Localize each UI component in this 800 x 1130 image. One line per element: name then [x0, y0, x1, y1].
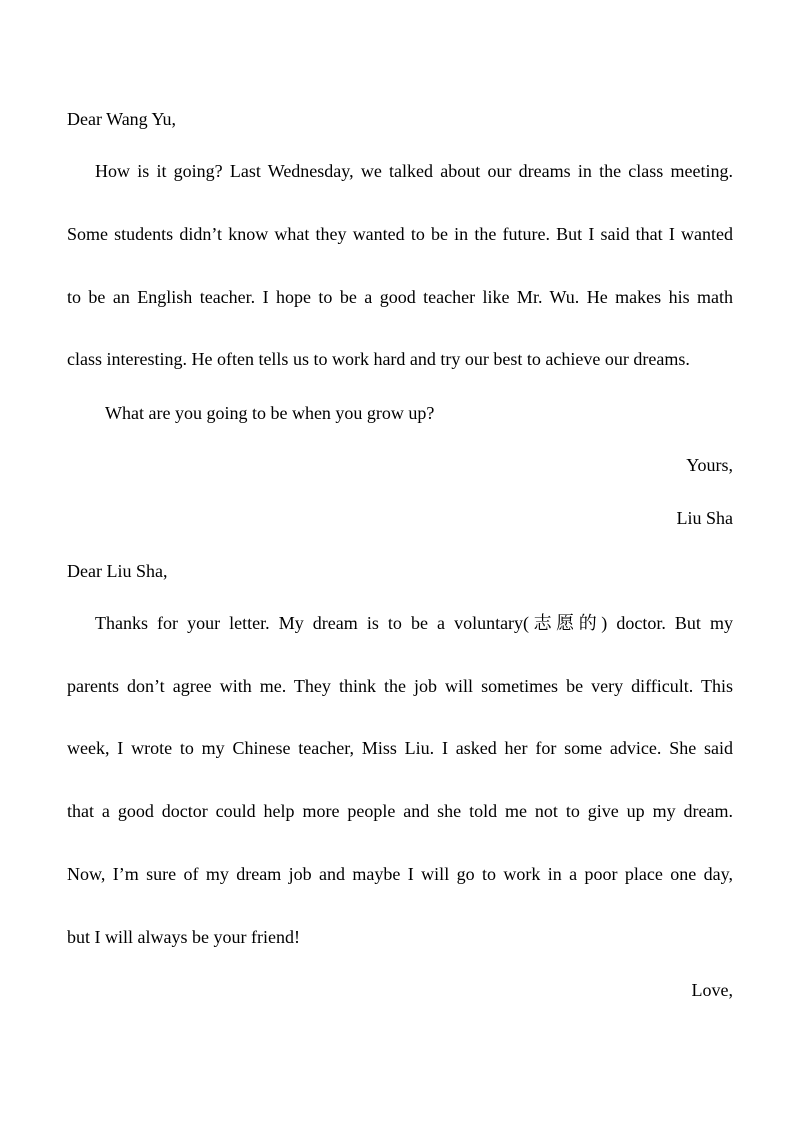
- letter-2-closing: Love,: [691, 980, 733, 1000]
- letter-1-body-line-3: to be an English teacher. I hope to be a good teacher like Mr. Wu. He makes his math: [67, 287, 733, 307]
- letter-1-greeting: Dear Wang Yu,: [67, 109, 177, 129]
- letter-2-greeting: Dear Liu Sha,: [67, 561, 168, 581]
- letter-1-body-line-2: Some students didn’t know what they wanted to be in the future. But I said that I wanted: [67, 224, 733, 244]
- letter-1-signature: Liu Sha: [676, 508, 733, 528]
- letter-2-body-line-3: week, I wrote to my Chinese teacher, Miss Liu. I asked her for some advice. She said: [67, 738, 733, 758]
- letter-2-body-line-2: parents don’t agree with me. They think the job will sometimes be very difficult. This: [67, 676, 733, 696]
- letter-1-body-line-1: How is it going? Last Wednesday, we talked about our dreams in the class meeting.: [95, 161, 733, 181]
- letter-2-body-line-1: Thanks for your letter. My dream is to be a voluntary(志愿的) doctor. But my: [95, 613, 733, 633]
- letter-1-closing: Yours,: [686, 455, 733, 475]
- letter-2-body-line-5: Now, I’m sure of my dream job and maybe I will go to work in a poor place one day,: [67, 864, 733, 884]
- letter-2-body-line-4: that a good doctor could help more people and she told me not to give up my dream.: [67, 801, 733, 821]
- letter-1-question: What are you going to be when you grow up?: [105, 403, 435, 423]
- letter-1-body-line-4: class interesting. He often tells us to work hard and try our best to achieve our dreams.: [67, 349, 690, 369]
- letter-2-body-line-6: but I will always be your friend!: [67, 927, 300, 947]
